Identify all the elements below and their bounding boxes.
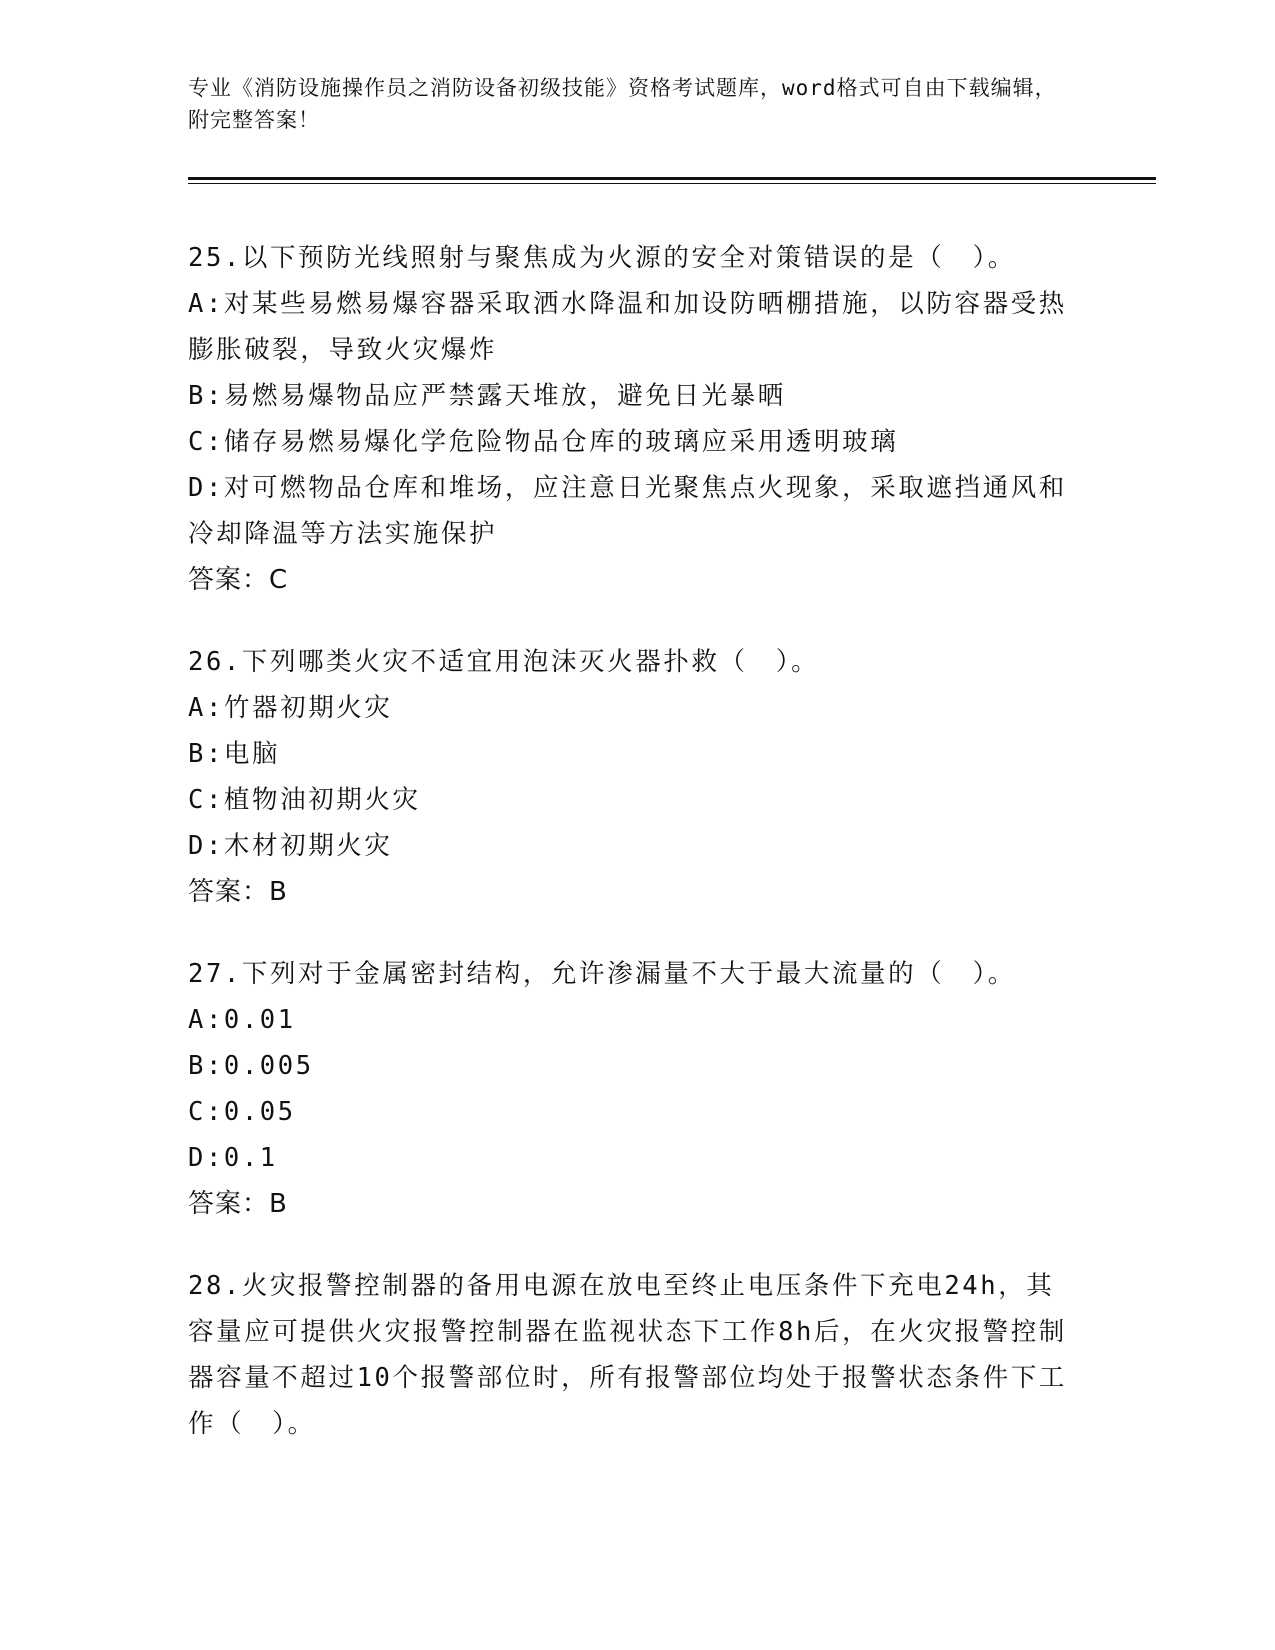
header-divider-thin [188,183,1156,184]
option-a: A:0.01 [188,1005,296,1035]
header-divider-thick [188,177,1156,180]
option-a: A:对某些易燃易爆容器采取洒水降温和加设防晒棚措施，以防容器受热膨胀破裂，导致火灾爆炸 [188,289,1067,365]
option-c: C:植物油初期火灾 [188,785,421,815]
option-c: C:储存易燃易爆化学危险物品仓库的玻璃应采用透明玻璃 [188,427,899,457]
answer-text: 答案：C [188,565,289,595]
option-d: D:对可燃物品仓库和堆场，应注意日光聚焦点火现象，采取遮挡通风和冷却降温等方法实施保护 [188,473,1067,549]
option-b: B:易燃易爆物品应严禁露天堆放，避免日光暴晒 [188,381,786,411]
question-stem: 26.下列哪类火灾不适宜用泡沫灭火器扑救（ ）。 [188,647,820,677]
answer-text: 答案：B [188,1189,288,1219]
option-b: B:0.005 [188,1051,314,1081]
question-stem: 28.火灾报警控制器的备用电源在放电至终止电压条件下充电24h，其容量应可提供火灾报警控制器在监视状态下工作8h后，在火灾报警控制器容量不超过10个报警部位时，所有报警部位均处于报警状态条件下工作（ ）。 [188,1271,1067,1439]
document-header: 专业《消防设施操作员之消防设备初级技能》资格考试题库，word格式可自由下载编辑，附完整答案！ [188,76,1057,132]
question-stem: 25.以下预防光线照射与聚焦成为火源的安全对策错误的是（ ）。 [188,243,1016,273]
question-26 [188,639,1078,915]
option-d: D:0.1 [188,1143,278,1173]
option-c: C:0.05 [188,1097,296,1127]
question-stem: 27.下列对于金属密封结构，允许渗漏量不大于最大流量的（ ）。 [188,959,1016,989]
option-a: A:竹器初期火灾 [188,693,393,723]
option-b: B:电脑 [188,739,281,769]
question-28 [188,1263,1078,1447]
question-list [188,235,1078,1483]
question-27 [188,951,1078,1227]
answer-text: 答案：B [188,877,288,907]
option-d: D:木材初期火灾 [188,831,393,861]
question-25 [188,235,1078,603]
